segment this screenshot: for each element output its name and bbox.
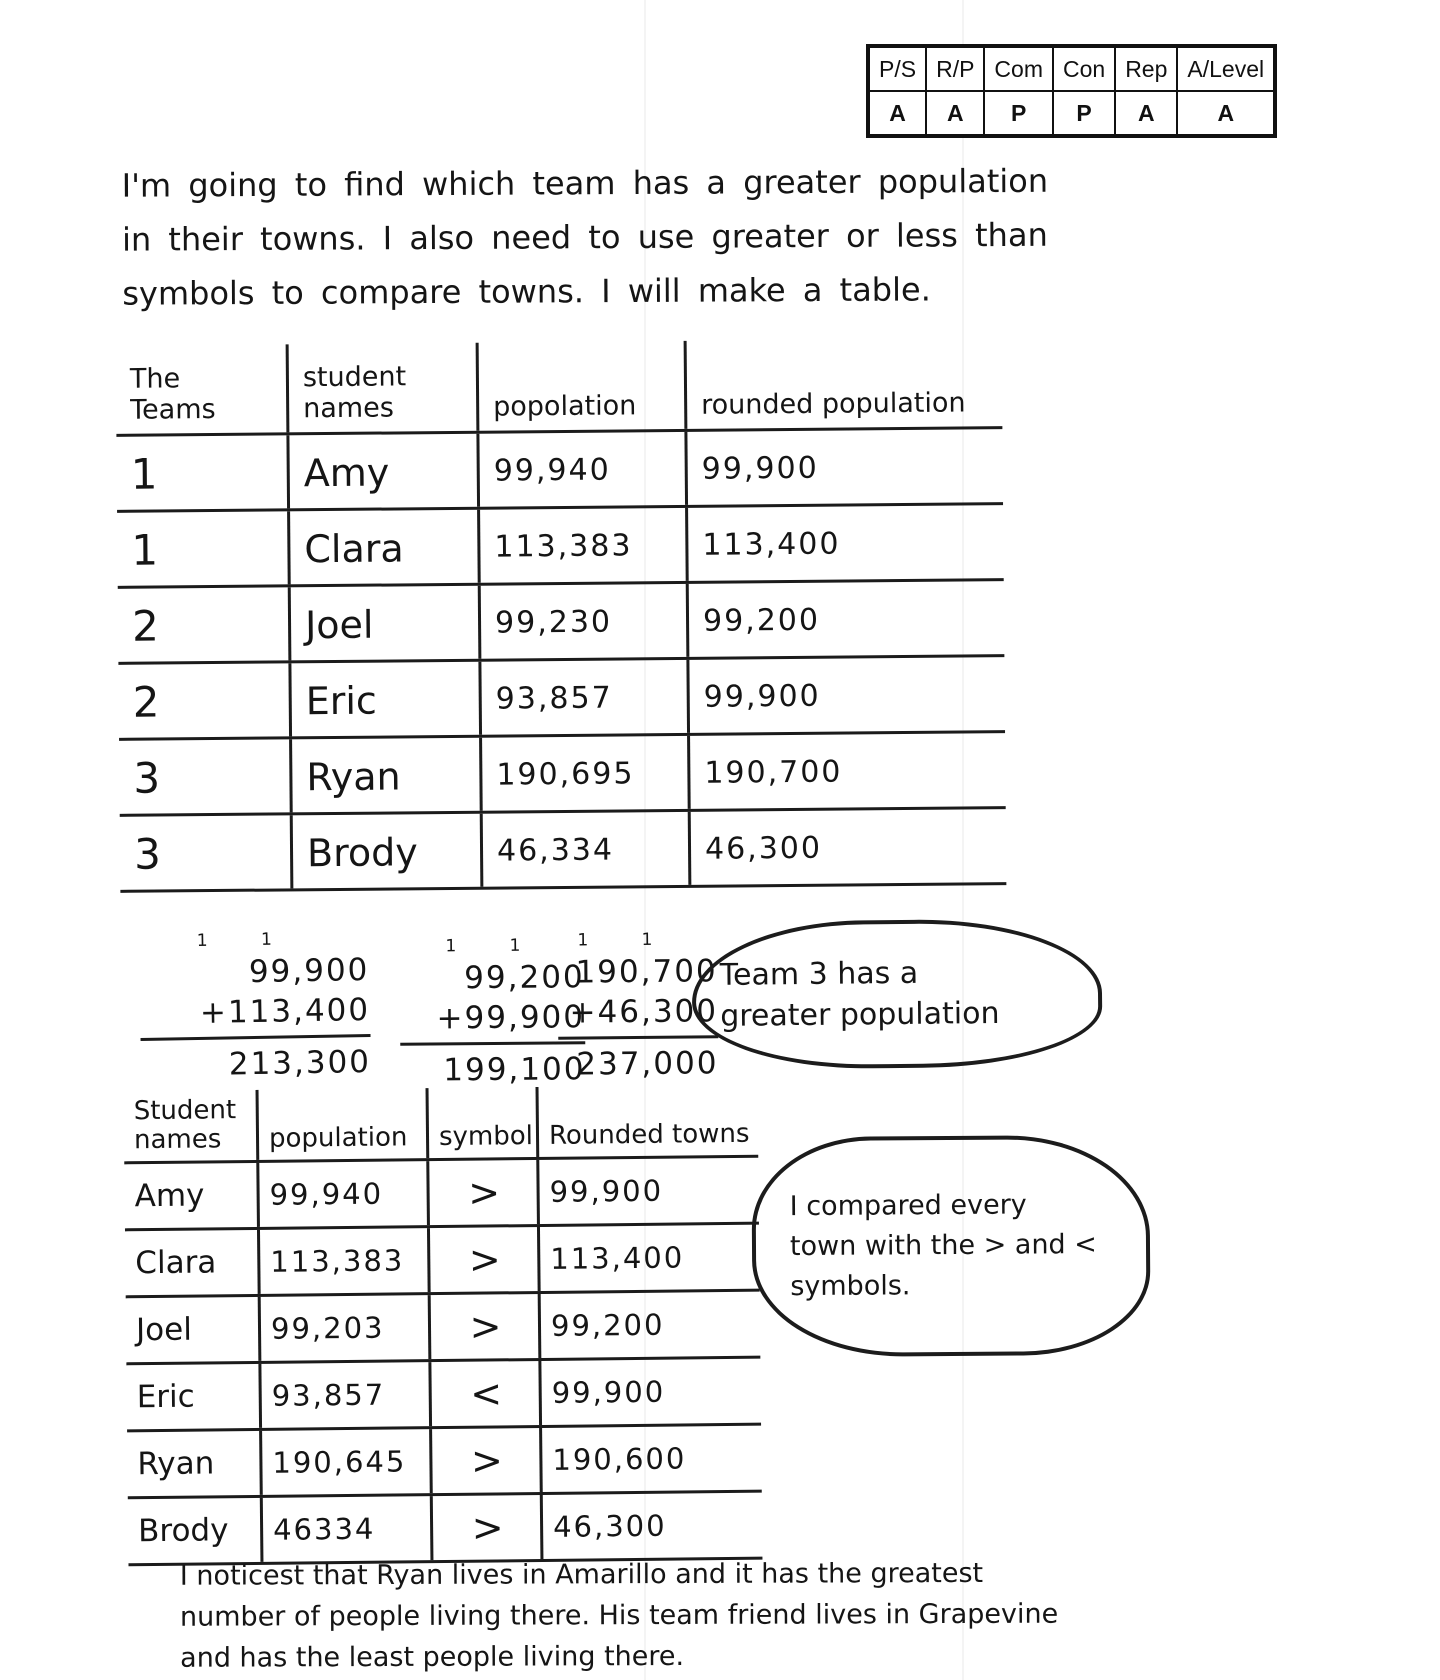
name-cell: Joel [288,586,479,661]
team-cell: 1 [131,525,159,575]
rounded-cell: 113,400 [537,1225,760,1291]
name-cell: Ryan [137,1445,215,1483]
rubric-score-com: P [984,91,1053,136]
sum-value: 237,000 [558,1035,718,1084]
intro-line-3: symbols to compare towns. I will make a table. [122,270,931,313]
intro-line-1: I'm going to find which team has a greater population [121,161,1049,205]
team-cell: 1 [130,449,158,499]
team-cell: 3 [133,753,161,803]
name-cell: Eric [136,1378,195,1416]
grading-rubric-table [866,44,1277,138]
rounded-cell: 99,900 [536,1158,759,1224]
carry-digits: 1 1 [577,929,677,951]
rubric-score-alevel: A [1177,91,1275,136]
table-row [119,733,1006,817]
name-cell: Eric [288,662,479,737]
name-cell: Joel [135,1311,193,1349]
addend-top: 190,700 [575,953,718,991]
name-cell: Clara [135,1244,217,1282]
conclusion-line-2: number of people living there. His team friend lives in Grapevine [179,1598,1059,1633]
intro-paragraph [122,153,1143,320]
table-row [125,1225,760,1299]
sum-value: 213,300 [141,1034,372,1086]
team-cell: 2 [131,601,160,651]
population-cell: 46,334 [480,812,689,887]
population-cell: 113,383 [477,508,686,583]
comparison-header-names: Student names [133,1095,237,1156]
addend-bottom: +113,400 [199,991,371,1031]
population-cell: 99,940 [476,432,685,507]
rubric-header-com: Com [984,46,1053,91]
conclusion-line-3: and has the least people living there. [180,1640,685,1674]
table-row [126,1359,761,1433]
addend-top: 99,900 [248,952,370,991]
rounded-cell: 99,200 [686,581,1005,657]
comparison-header-population: population [256,1088,427,1160]
comparison-table [124,1085,763,1567]
rubric-score-con: P [1053,91,1115,136]
addend-bottom: +99,900 [436,999,586,1037]
comparison-table-header-row [124,1085,759,1165]
sum-value: 199,100 [400,1041,585,1091]
symbol-cell: > [428,1294,539,1359]
name-cell: Brody [290,814,481,889]
rounded-cell: 99,200 [538,1292,761,1358]
table-row [118,657,1005,741]
team3-note-line-2: greater population [720,995,1000,1034]
rounded-cell: 46,300 [688,809,1007,885]
teams-table [116,338,1007,893]
team-cell: 2 [132,677,160,727]
team3-note-line-1: Team 3 has a [719,955,919,993]
population-cell: 46334 [260,1496,431,1562]
table-row [126,1292,761,1366]
table-row [127,1426,762,1500]
rubric-header-con: Con [1053,46,1115,91]
rubric-score-ps: A [868,91,926,136]
population-cell: 99,203 [258,1295,429,1361]
rounded-cell: 46,300 [540,1493,763,1559]
carry-digits: 1 1 [445,935,545,957]
symbol-cell: > [430,1495,541,1560]
comparison-header-symbol: symbol [426,1087,537,1158]
teams-table-header-population: popolation [476,341,685,431]
carry-digits: 1 1 [196,929,297,952]
rubric-header-rp: R/P [926,46,984,91]
comparison-note-line-2: town with the > and < [789,1228,1097,1263]
name-cell: Brody [137,1512,229,1550]
team-cell: 3 [133,829,162,879]
rounded-cell: 99,900 [538,1359,761,1425]
population-cell: 93,857 [478,660,687,735]
team3-note-bubble [691,918,1103,1070]
rounded-cell: 190,600 [539,1426,762,1492]
population-cell: 190,645 [259,1429,430,1495]
rubric-score-row [868,91,1275,136]
name-cell: Amy [134,1177,205,1215]
rubric-header-alevel: A/Level [1177,46,1275,91]
comparison-note-line-1: I compared every [789,1189,1027,1223]
name-cell: Ryan [289,738,480,813]
symbol-cell: < [428,1361,539,1426]
teams-table-header-names: student names [286,343,477,433]
rubric-score-rep: A [1115,91,1177,136]
name-cell: Amy [286,434,477,509]
name-cell: Clara [287,510,478,585]
rubric-header-rep: Rep [1115,46,1177,91]
rubric-score-rp: A [926,91,984,136]
population-cell: 93,857 [258,1362,429,1428]
symbol-cell: > [429,1428,540,1493]
symbol-cell: > [427,1227,538,1292]
addition-problem-team1 [139,928,372,1086]
comparison-note-line-3: symbols. [790,1270,911,1303]
population-cell: 99,940 [256,1161,427,1227]
table-row [118,581,1005,665]
teams-table-header-rounded: rounded population [684,338,1003,429]
table-row [124,1158,759,1232]
population-cell: 190,695 [479,736,688,811]
rounded-cell: 190,700 [687,733,1006,809]
population-cell: 99,230 [478,584,687,659]
table-row [117,505,1004,589]
population-cell: 113,383 [257,1228,428,1294]
table-row [116,429,1003,513]
symbol-cell: > [426,1160,537,1225]
teams-table-header-teams: The Teams [129,363,216,426]
comparison-note-bubble [751,1135,1151,1358]
intro-line-2: in their towns. I also need to use greater or less than [121,215,1048,259]
conclusion-paragraph [180,1552,1160,1678]
rubric-header-row [868,46,1275,91]
rounded-cell: 113,400 [685,505,1004,581]
conclusion-line-1: I noticest that Ryan lives in Amarillo and it has the greatest [179,1557,984,1592]
rounded-cell: 99,900 [684,429,1003,505]
rounded-cell: 99,900 [686,657,1005,733]
rubric-header-ps: P/S [868,46,926,91]
addend-top: 99,200 [464,959,585,997]
teams-table-header-row [116,338,1003,437]
comparison-header-rounded: Rounded towns [536,1085,759,1157]
table-row [120,809,1007,893]
addend-bottom: +46,300 [569,993,719,1031]
